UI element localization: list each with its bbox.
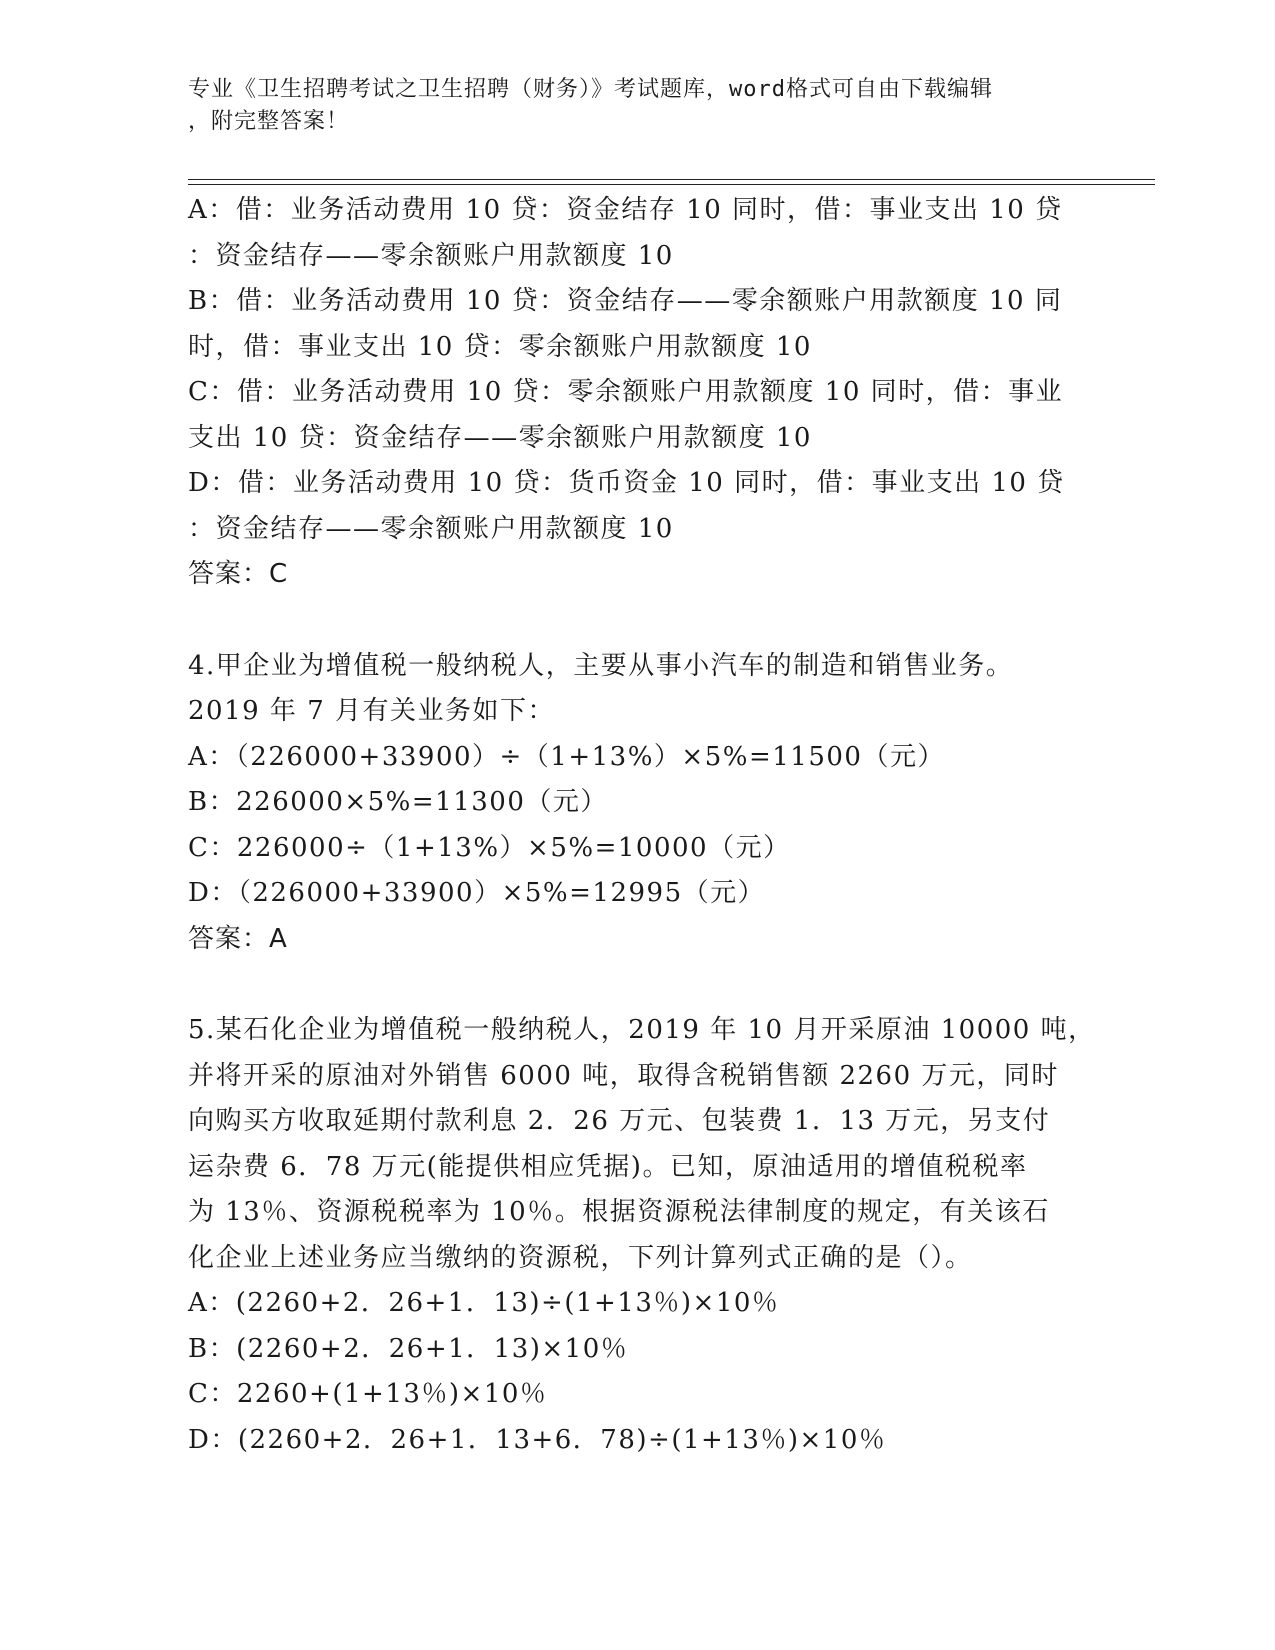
document-header (188, 74, 1068, 138)
question-5-stem: 5.某石化企业为增值税一般纳税人，2019 年 10 月开采原油 10000 吨， (188, 1015, 1096, 1045)
header-divider-bottom (188, 184, 1155, 185)
header-divider-top (188, 179, 1155, 180)
answer-3: 答案：C (188, 559, 289, 589)
document-body (188, 188, 1096, 1463)
text-line: C：借：业务活动费用 10 贷：零余额账户用款额度 10 同时，借：事业 (188, 377, 1064, 407)
option-a: A：(2260+2．26+1．13)÷(1+13％)×10％ (188, 1288, 780, 1318)
question-4-stem: 4.甲企业为增值税一般纳税人，主要从事小汽车的制造和销售业务。 (188, 650, 1014, 681)
header-line-1: 专业《卫生招聘考试之卫生招聘（财务）》考试题库，word格式可自由下载编辑 (188, 77, 993, 102)
text-line: 为 13％、资源税税率为 10％。根据资源税法律制度的规定，有关该石 (188, 1197, 1050, 1227)
text-line: 支出 10 贷：资金结存——零余额账户用款额度 10 (188, 422, 812, 453)
option-d: D：(2260+2．26+1．13+6．78)÷(1+13％)×10％ (188, 1424, 887, 1455)
spacer (188, 962, 1088, 1008)
question-3-options (188, 188, 1088, 598)
option-c: C：226000÷（1+13%）×5%=10000（元） (188, 832, 791, 863)
option-c: C：2260+(1+13％)×10％ (188, 1379, 548, 1409)
text-line: ：资金结存——零余额账户用款额度 10 (188, 240, 674, 271)
question-4 (188, 644, 1088, 963)
text-line: 运杂费 6．78 万元(能提供相应凭据)。已知，原油适用的增值税税率 (188, 1151, 1028, 1182)
text-line: B：借：业务活动费用 10 贷：资金结存——零余额账户用款额度 10 同 (188, 286, 1063, 316)
text-line: 化企业上述业务应当缴纳的资源税，下列计算列式正确的是（）。 (188, 1242, 973, 1273)
text-line: ：资金结存——零余额账户用款额度 10 (188, 513, 674, 544)
text-line: A：借：业务活动费用 10 贷：资金结存 10 同时，借：事业支出 10 贷 (188, 195, 1063, 225)
option-a: A：（226000+33900）÷（1+13%）×5%=11500（元） (188, 741, 945, 772)
option-d: D：（226000+33900）×5%=12995（元） (188, 878, 766, 908)
text-line: 2019 年 7 月有关业务如下： (188, 696, 556, 726)
answer-4: 答案：A (188, 923, 288, 954)
text-line: D：借：业务活动费用 10 贷：货币资金 10 同时，借：事业支出 10 贷 (188, 468, 1065, 498)
option-b: B：226000×5%=11300（元） (188, 787, 608, 817)
option-b: B：(2260+2．26+1．13)×10％ (188, 1333, 629, 1364)
header-line-2: ，附完整答案！ (188, 109, 350, 134)
text-line: 向购买方收取延期付款利息 2．26 万元、包装费 1．13 万元，另支付 (188, 1106, 1051, 1136)
spacer (188, 598, 1088, 644)
question-5 (188, 1008, 1096, 1463)
text-line: 时，借：事业支出 10 贷：零余额账户用款额度 10 (188, 331, 812, 362)
text-line: 并将开采的原油对外销售 6000 吨，取得含税销售额 2260 万元，同时 (188, 1060, 1059, 1091)
